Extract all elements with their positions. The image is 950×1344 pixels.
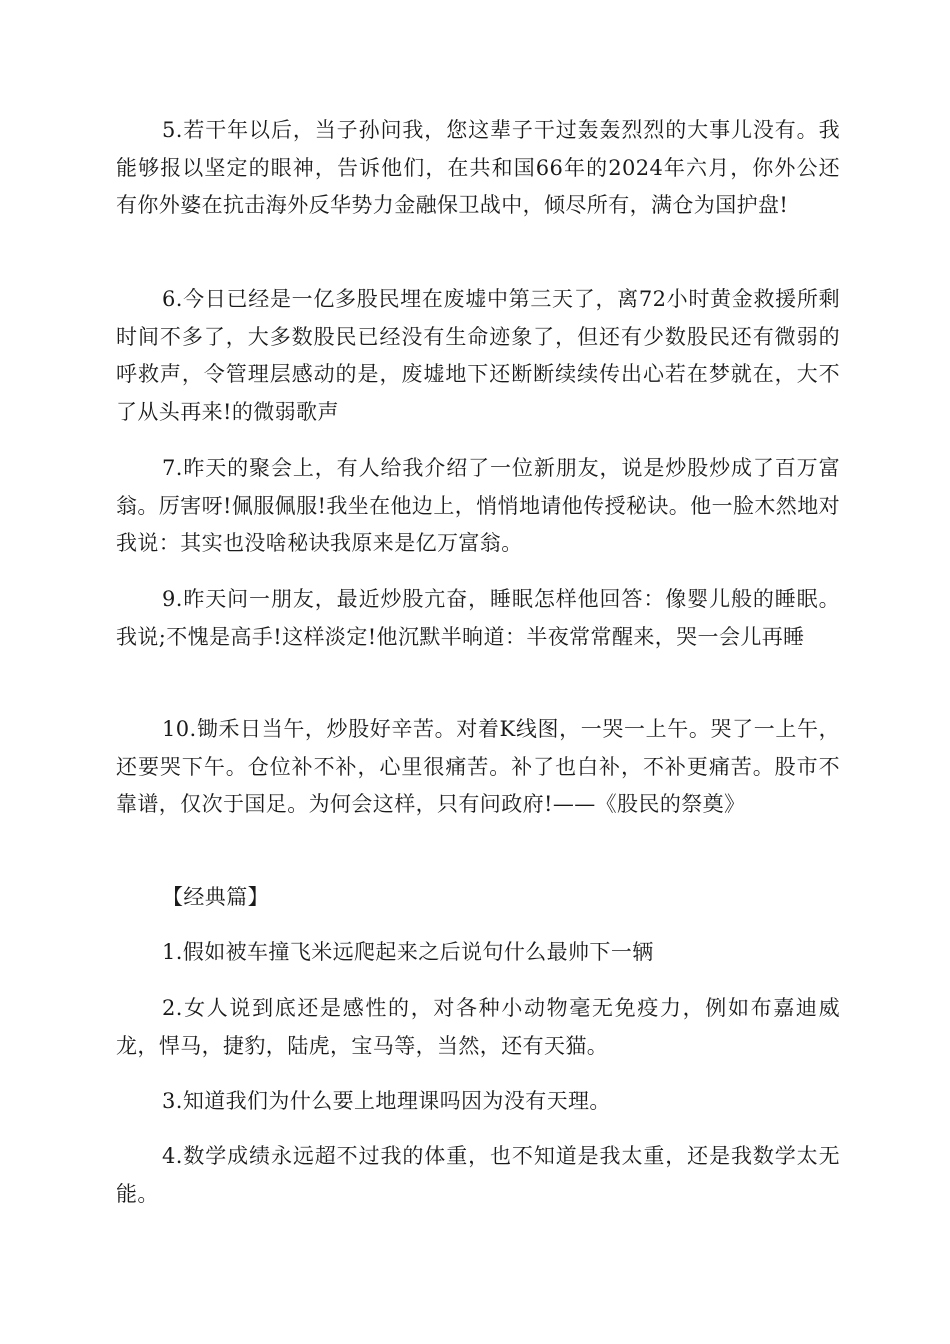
- classic-item-4: 4.数学成绩永远超不过我的体重，也不知道是我太重，还是我数学太无能。: [116, 1144, 840, 1206]
- section-heading: 【经典篇】: [162, 885, 269, 909]
- classic-item-1: 1.假如被车撞飞米远爬起来之后说句什么最帅下一辆: [162, 940, 654, 964]
- classic-item-2: 2.女人说到底还是感性的，对各种小动物毫无免疫力，例如布嘉迪威龙，悍马，捷豹，陆虎，宝马等，当然，还有天猫。: [116, 996, 840, 1058]
- paragraph-7: 7.昨天的聚会上，有人给我介绍了一位新朋友，说是炒股炒成了百万富翁。厉害呀!佩服佩服!我坐在他边上，悄悄地请他传授秘诀。他一脸木然地对我说：其实也没啥秘诀我原来是亿万富翁。: [116, 456, 840, 555]
- paragraph-9: 9.昨天问一朋友，最近炒股亢奋，睡眠怎样他回答：像婴儿般的睡眠。我说;不愧是高手!这样淡定!他沉默半晌道：半夜常常醒来，哭一会儿再睡: [116, 587, 840, 649]
- paragraph-5: 5.若干年以后，当子孙问我，您这辈子干过轰轰烈烈的大事儿没有。我能够报以坚定的眼神，告诉他们，在共和国66年的2024年六月，你外公还有你外婆在抗击海外反华势力金融保卫战中，倾尽所有，满仓为国护盘!: [116, 118, 840, 217]
- classic-item-3: 3.知道我们为什么要上地理课吗因为没有天理。: [162, 1089, 611, 1113]
- paragraph-10: 10.锄禾日当午，炒股好辛苦。对着K线图，一哭一上午。哭了一上午，还要哭下午。仓位补不补，心里很痛苦。补了也白补，不补更痛苦。股市不靠谱，仅次于国足。为何会这样，只有问政府!——《股民的祭奠》: [116, 717, 840, 816]
- paragraph-6: 6.今日已经是一亿多股民埋在废墟中第三天了，离72小时黄金救援所剩时间不多了，大多数股民已经没有生命迹象了，但还有少数股民还有微弱的呼救声，令管理层感动的是，废墟地下还断断续续传出心若在梦就在，大不了从头再来!的微弱歌声: [116, 287, 840, 424]
